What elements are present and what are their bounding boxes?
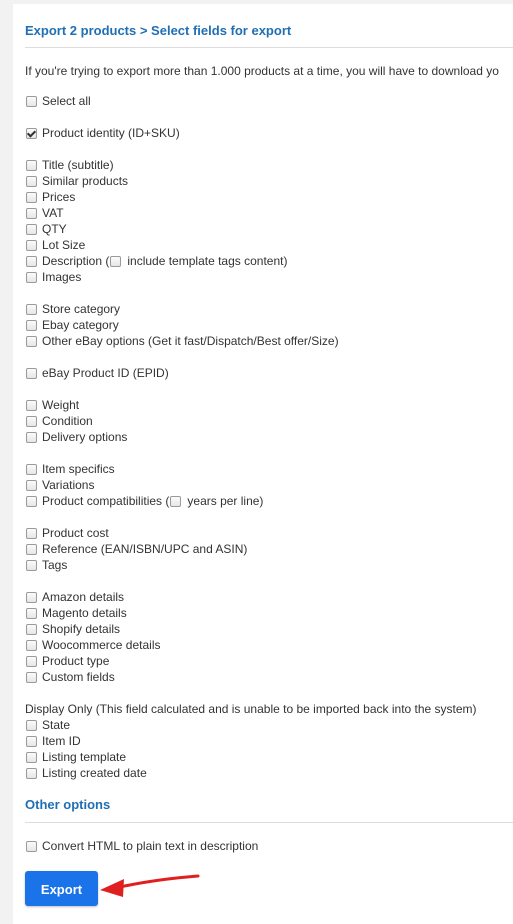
field-label: QTY	[42, 222, 67, 236]
field-label: State	[42, 718, 71, 732]
field-checkbox[interactable]	[26, 672, 37, 683]
field-row-state[interactable]	[26, 717, 70, 733]
field-checkbox[interactable]	[26, 720, 37, 731]
info-text: If you're trying to export more than 1.000 products at a time, you will have to download yo	[25, 64, 499, 78]
title-divider	[25, 47, 513, 48]
field-label: Ebay category	[42, 318, 119, 332]
field-row-store-category[interactable]	[26, 301, 120, 317]
product-identity-row[interactable]	[26, 125, 180, 141]
field-checkbox[interactable]	[26, 736, 37, 747]
field-row-variations[interactable]	[26, 477, 94, 493]
field-checkbox[interactable]	[26, 160, 37, 171]
field-checkbox[interactable]	[26, 640, 37, 651]
product-identity-checkbox[interactable]	[26, 128, 37, 139]
red-arrow-icon	[98, 870, 202, 900]
field-row-qty[interactable]	[26, 221, 67, 237]
page-title: Export 2 products > Select fields for export	[25, 23, 292, 38]
field-checkbox[interactable]	[26, 176, 37, 187]
field-row-lot-size[interactable]	[26, 237, 85, 253]
field-checkbox[interactable]	[26, 400, 37, 411]
field-label: Variations	[42, 478, 95, 492]
field-row-listing-template[interactable]	[26, 749, 126, 765]
field-label: Custom fields	[42, 670, 115, 684]
field-row-amazon-details[interactable]	[26, 589, 124, 605]
field-checkbox[interactable]	[26, 368, 37, 379]
field-row-product-cost[interactable]	[26, 525, 109, 541]
field-label: Store category	[42, 302, 121, 316]
field-label: Magento details	[42, 606, 127, 620]
product-compatibilities-label: Product compatibilities (	[42, 494, 170, 508]
field-checkbox[interactable]	[26, 272, 37, 283]
field-label: Weight	[42, 398, 80, 412]
field-checkbox[interactable]	[26, 544, 37, 555]
export-button[interactable]: Export	[25, 871, 98, 906]
field-checkbox[interactable]	[26, 192, 37, 203]
convert-html-checkbox[interactable]	[26, 841, 37, 852]
field-row-product-type[interactable]	[26, 653, 109, 669]
field-row-condition[interactable]	[26, 413, 93, 429]
field-row-vat[interactable]	[26, 205, 64, 221]
include-template-tags-checkbox[interactable]	[110, 256, 121, 267]
field-row-description[interactable]	[26, 253, 287, 269]
field-label: Reference (EAN/ISBN/UPC and ASIN)	[42, 542, 248, 556]
field-checkbox[interactable]	[26, 336, 37, 347]
field-checkbox[interactable]	[26, 464, 37, 475]
select-all-label: Select all	[42, 94, 91, 108]
field-checkbox[interactable]	[26, 528, 37, 539]
years-per-line-checkbox[interactable]	[170, 496, 181, 507]
description-checkbox[interactable]	[26, 256, 37, 267]
field-row-ebay-category[interactable]	[26, 317, 119, 333]
field-label: Title (subtitle)	[42, 158, 114, 172]
field-checkbox[interactable]	[26, 416, 37, 427]
field-label: Amazon details	[42, 590, 125, 604]
field-checkbox[interactable]	[26, 208, 37, 219]
field-label: eBay Product ID (EPID)	[42, 366, 169, 380]
field-label: Other eBay options (Get it fast/Dispatch/Best offer/Size)	[42, 334, 339, 348]
field-label: Product type	[42, 654, 110, 668]
field-label: Item ID	[42, 734, 81, 748]
field-row-product-compatibilities[interactable]	[26, 493, 263, 509]
field-label: Similar products	[42, 174, 129, 188]
field-checkbox[interactable]	[26, 480, 37, 491]
field-checkbox[interactable]	[26, 432, 37, 443]
select-all-checkbox[interactable]	[26, 96, 37, 107]
product-compatibilities-checkbox[interactable]	[26, 496, 37, 507]
field-checkbox[interactable]	[26, 240, 37, 251]
convert-html-label: Convert HTML to plain text in description	[42, 839, 259, 853]
field-label: Delivery options	[42, 430, 128, 444]
field-label: Tags	[42, 558, 68, 572]
field-label: VAT	[42, 206, 64, 220]
field-checkbox[interactable]	[26, 224, 37, 235]
field-checkbox[interactable]	[26, 608, 37, 619]
field-label: Images	[42, 270, 82, 284]
field-row-prices[interactable]	[26, 189, 75, 205]
field-row-delivery-options[interactable]	[26, 429, 127, 445]
field-row-similar-products[interactable]	[26, 173, 128, 189]
field-label: Item specifics	[42, 462, 115, 476]
field-checkbox[interactable]	[26, 768, 37, 779]
field-row-item-id[interactable]	[26, 733, 81, 749]
field-row-weight[interactable]	[26, 397, 79, 413]
field-row-title[interactable]	[26, 157, 114, 173]
field-label: Condition	[42, 414, 93, 428]
field-row-woocommerce-details[interactable]	[26, 637, 161, 653]
select-all-row[interactable]	[26, 93, 91, 109]
field-row-epid[interactable]	[26, 365, 169, 381]
field-checkbox[interactable]	[26, 752, 37, 763]
field-checkbox[interactable]	[26, 304, 37, 315]
field-row-images[interactable]	[26, 269, 81, 285]
field-row-reference[interactable]	[26, 541, 247, 557]
field-row-magento-details[interactable]	[26, 605, 127, 621]
field-checkbox[interactable]	[26, 560, 37, 571]
display-only-note: Display Only (This field calculated and is unable to be imported back into the system)	[25, 702, 477, 716]
other-options-divider	[25, 822, 513, 823]
field-row-custom-fields[interactable]	[26, 669, 115, 685]
field-row-listing-created-date[interactable]	[26, 765, 147, 781]
field-label: Product cost	[42, 526, 109, 540]
field-label: Shopify details	[42, 622, 121, 636]
field-checkbox[interactable]	[26, 656, 37, 667]
field-label: Prices	[42, 190, 76, 204]
field-checkbox[interactable]	[26, 592, 37, 603]
include-template-tags-label: include template tags content)	[127, 254, 288, 268]
export-panel	[13, 4, 513, 924]
field-checkbox[interactable]	[26, 624, 37, 635]
field-label: Woocommerce details	[42, 638, 161, 652]
years-per-line-label: years per line)	[187, 494, 264, 508]
product-identity-label: Product identity (ID+SKU)	[42, 126, 180, 140]
field-row-shopify-details[interactable]	[26, 621, 120, 637]
field-label: Listing template	[42, 750, 127, 764]
field-row-item-specifics[interactable]	[26, 461, 115, 477]
field-label: Listing created date	[42, 766, 147, 780]
description-label: Description (	[42, 254, 110, 268]
field-row-tags[interactable]	[26, 557, 67, 573]
other-options-title: Other options	[25, 797, 111, 812]
field-checkbox[interactable]	[26, 320, 37, 331]
field-label: Lot Size	[42, 238, 86, 252]
convert-html-row[interactable]	[26, 838, 258, 854]
field-row-other-ebay-options[interactable]	[26, 333, 339, 349]
